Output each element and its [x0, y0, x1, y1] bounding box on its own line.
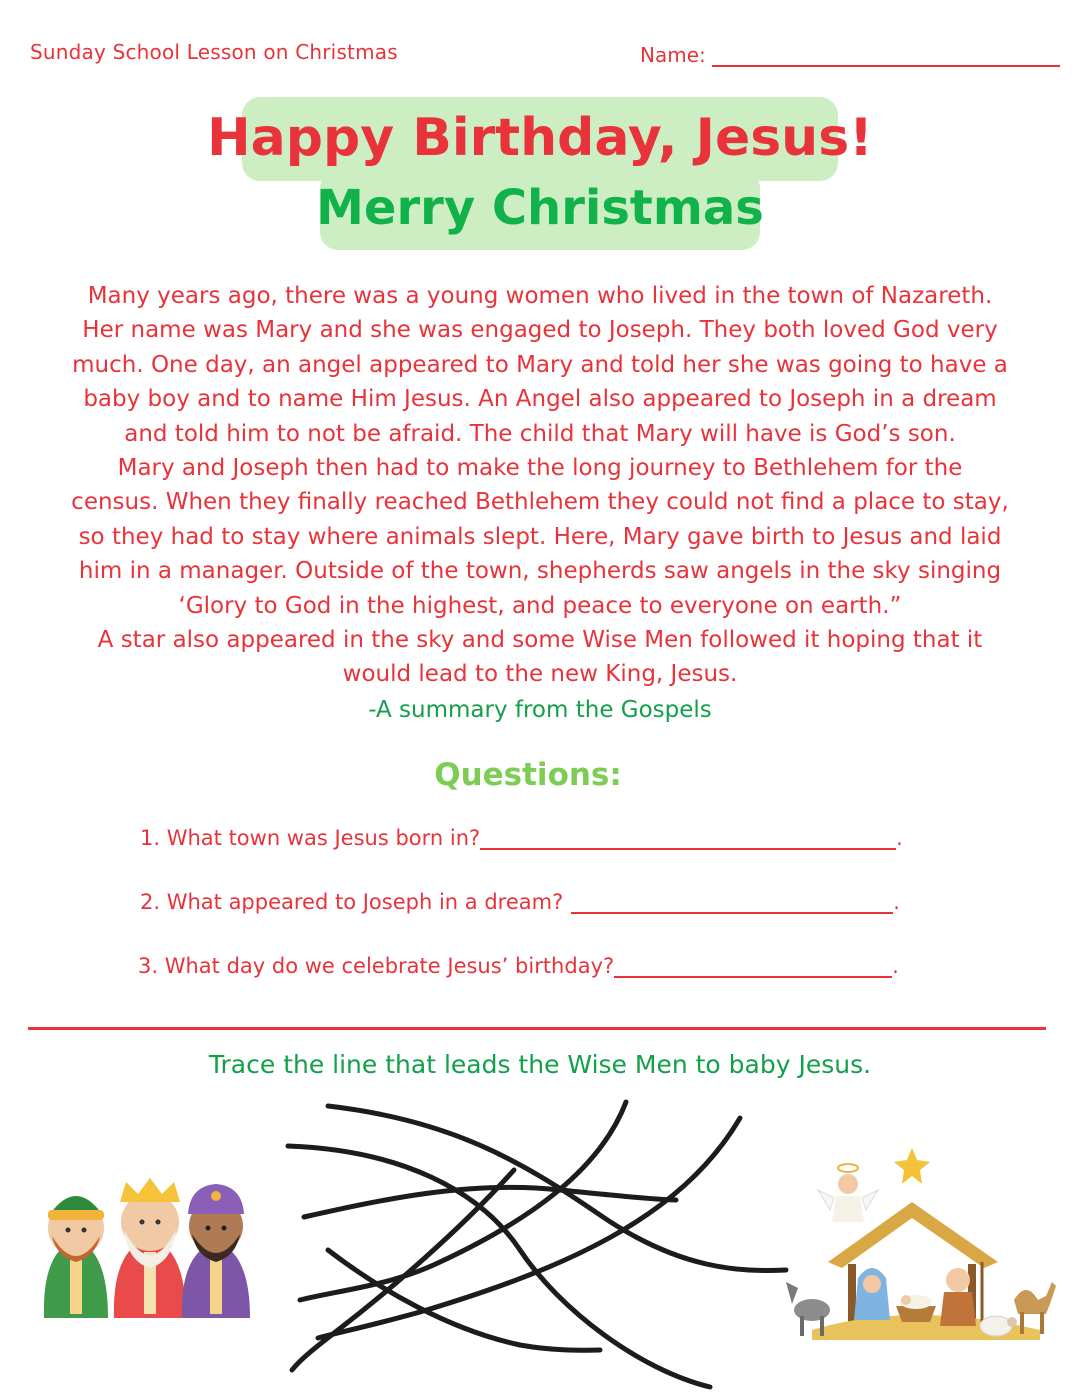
story-line: A star also appeared in the sky and some Wise Men followed it hoping that it	[97, 627, 983, 654]
wise-men-illustration	[44, 1178, 250, 1318]
question-text: 3. What day do we celebrate Jesus’ birthday?	[138, 954, 615, 978]
story-line: would lead to the new King, Jesus.	[342, 661, 738, 688]
question-end: .	[893, 890, 900, 914]
story-line: so they had to stay where animals slept. Here, Mary gave birth to Jesus and laid	[78, 523, 1002, 550]
wise-man-3	[182, 1184, 250, 1318]
star-icon	[894, 1148, 930, 1184]
question-text: 1. What town was Jesus born in?	[140, 826, 481, 850]
story-line: census. When they finally reached Bethlehem they could not find a place to stay,	[71, 489, 1009, 516]
nativity-illustration	[786, 1148, 1056, 1340]
story-attribution: -A summary from the Gospels	[368, 697, 712, 723]
activity-instruction: Trace the line that leads the Wise Men to baby Jesus.	[208, 1050, 872, 1079]
story-line: Many years ago, there was a young women who lived in the town of Nazareth.	[87, 283, 993, 309]
questions-heading: Questions:	[434, 757, 622, 793]
question-end: .	[896, 826, 903, 850]
maze-line	[318, 1118, 740, 1338]
angel-icon	[818, 1164, 878, 1222]
mary-figure	[854, 1268, 890, 1320]
story-line: Her name was Mary and she was engaged to Joseph. They both loved God very	[82, 317, 998, 344]
camel-figure	[1014, 1282, 1056, 1334]
name-label: Name:	[640, 43, 706, 67]
manger-baby	[896, 1295, 936, 1322]
wise-man-2	[114, 1178, 186, 1318]
page-title: Happy Birthday, Jesus!	[207, 108, 873, 168]
donkey-figure	[786, 1282, 830, 1336]
story-line: him in a manager. Outside of the town, shepherds saw angels in the sky singing	[78, 558, 1002, 585]
question-text: 2. What appeared to Joseph in a dream?	[140, 890, 564, 914]
story-line: baby boy and to name Him Jesus. An Angel also appeared to Joseph in a dream	[83, 386, 997, 413]
lesson-label: Sunday School Lesson on Christmas	[30, 40, 398, 64]
wise-man-1	[44, 1196, 108, 1318]
story-line: much. One day, an angel appeared to Mary and told her she was going to have a	[72, 351, 1008, 378]
question-end: .	[892, 954, 899, 978]
trace-maze-lines[interactable]	[288, 1102, 786, 1387]
page-subtitle: Merry Christmas	[316, 180, 764, 236]
story-line: Mary and Joseph then had to make the long journey to Bethlehem for the	[117, 455, 963, 482]
maze-line	[292, 1170, 514, 1370]
story-line: ‘Glory to God in the highest, and peace to everyone on earth.”	[178, 592, 902, 619]
story-line: and told him to not be afraid. The child that Mary will have is God’s son.	[124, 420, 956, 447]
